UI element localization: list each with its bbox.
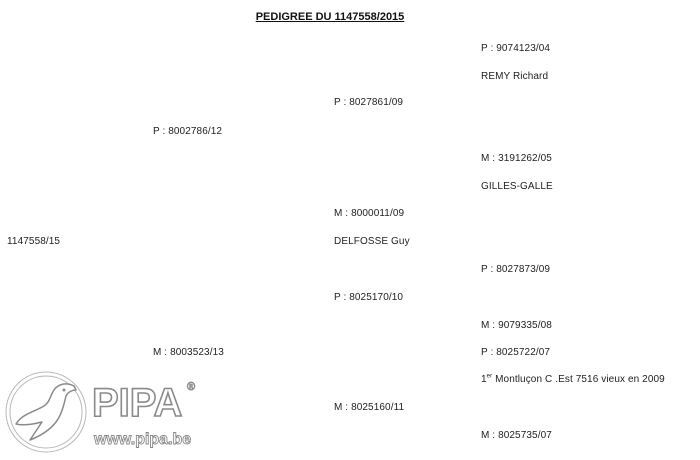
paternal-grandfather-entry: P : 8027861/09 <box>334 97 404 108</box>
performance-rank: 1 <box>481 374 487 385</box>
great-grandmother-2-entry: M : 9079335/08 <box>481 320 552 331</box>
performance-rank-suffix: er <box>486 373 493 380</box>
great-grandfather-2-entry: P : 8027873/09 <box>481 264 551 275</box>
great-grandfather-3-entry: P : 8025722/07 <box>481 347 551 358</box>
great-grandfather-1-breeder: REMY Richard <box>481 71 549 82</box>
great-grandmother-1-entry: M : 3191262/05 <box>481 153 552 164</box>
paternal-grandmother-breeder: DELFOSSE Guy <box>334 236 410 247</box>
pipa-watermark-logo <box>4 368 204 456</box>
pigeon-icon <box>8 374 84 450</box>
great-grandfather-3-performance <box>481 374 665 386</box>
page-title: PEDIGREE DU 1147558/2015 <box>255 11 405 23</box>
performance-text: Montluçon C .Est 7516 vieux en 2009 <box>492 374 665 385</box>
brand-wordmark: PIPA <box>92 381 183 425</box>
great-grandfather-1-entry: P : 9074123/04 <box>481 43 551 54</box>
father-entry: P : 8002786/12 <box>153 126 223 137</box>
great-grandmother-3-entry: M : 8025735/07 <box>481 430 552 441</box>
maternal-grandmother-entry: M : 8025160/11 <box>334 402 405 413</box>
great-grandmother-1-breeder: GILLES-GALLE <box>481 181 553 192</box>
maternal-grandfather-entry: P : 8025170/10 <box>334 292 404 303</box>
paternal-grandmother-entry: M : 8000011/09 <box>334 208 405 219</box>
mother-entry: M : 8003523/13 <box>153 347 224 358</box>
subject-ring-number: 1147558/15 <box>7 236 61 247</box>
registered-mark: ® <box>187 381 196 393</box>
brand-url: www.pipa.be <box>94 431 192 448</box>
